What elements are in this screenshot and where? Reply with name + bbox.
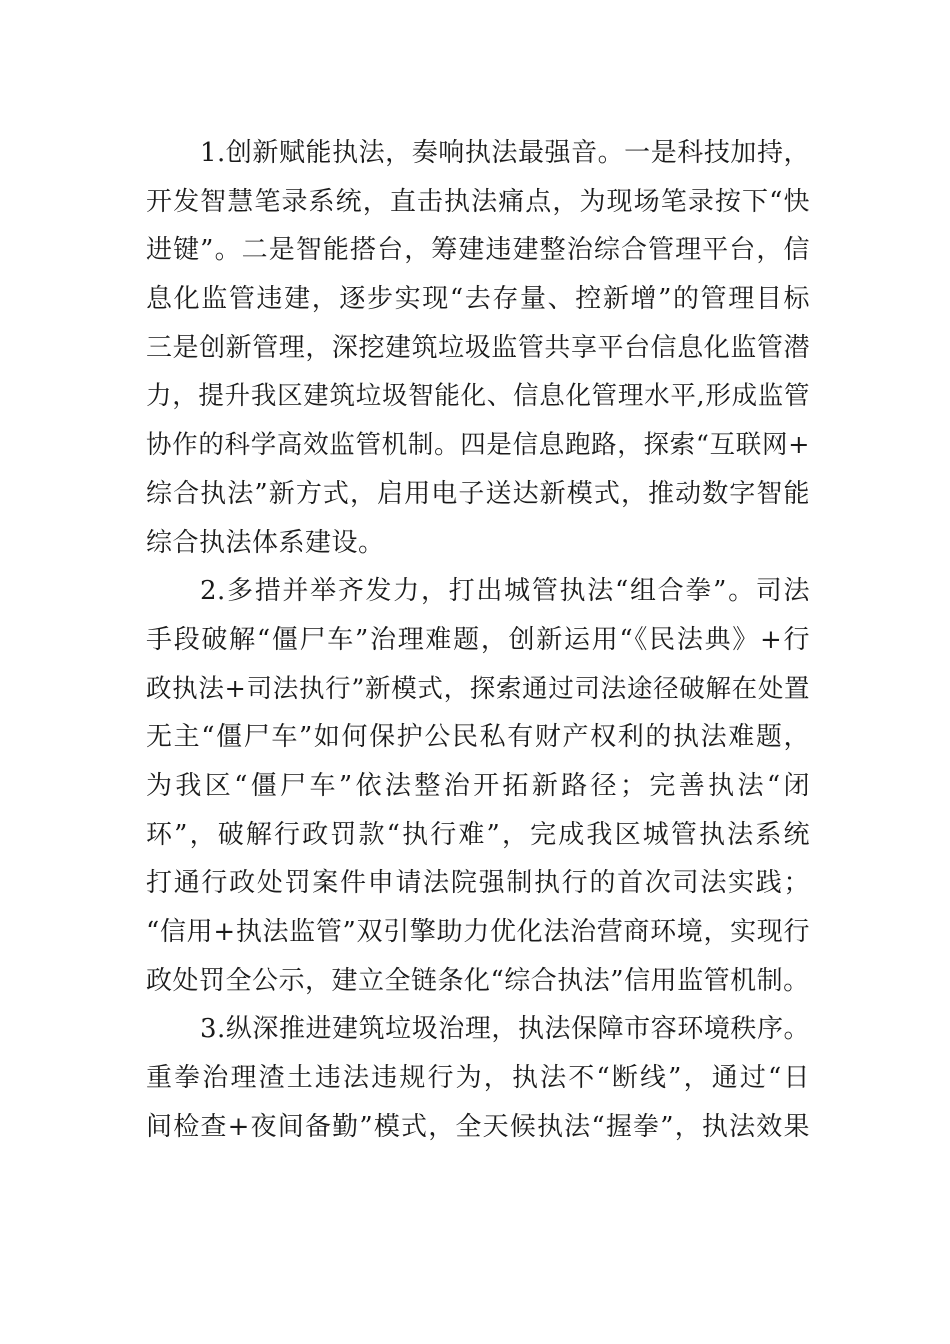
text-line: 三是创新管理，深挖建筑垃圾监管共享平台信息化监管潜 [146,332,810,363]
text-line: 开发智慧笔录系统，直击执法痛点，为现场笔录按下“快 [146,186,810,217]
text-line: 进键”。二是智能搭台，筹建违建整治综合管理平台，信 [146,235,810,266]
text-line: 间检查+夜间备勤”模式，全天候执法“握拳”，执法效果 [146,1111,810,1142]
text-line: 无主“僵尸车”如何保护公民私有财产权利的执法难题， [146,722,810,753]
text-line: 2.多措并举齐发力，打出城管执法“组合拳”。司法 [200,576,810,607]
text-line: 重拳治理渣土违法违规行为，执法不“断线”，通过“日 [146,1063,810,1094]
text-line: 环”，破解行政罚款“执行难”，完成我区城管执法系统 [146,819,810,850]
text-line: 协作的科学高效监管机制。四是信息跑路，探索“互联网+ [146,430,810,461]
paragraph-2 [146,567,810,1005]
text-line: 1.创新赋能执法，奏响执法最强音。一是科技加持， [200,138,810,168]
text-line: 打通行政处罚案件申请法院强制执行的首次司法实践； [146,868,810,899]
text-line: 力，提升我区建筑垃圾智能化、信息化管理水平,形成监管 [146,381,810,412]
text-line: 综合执法”新方式，启用电子送达新模式，推动数字智能 [146,478,810,509]
paragraph-1 [146,129,810,567]
text-line: “信用+执法监管”双引擎助力优化法治营商环境，实现行 [146,917,810,947]
text-line: 政处罚全公示，建立全链条化“综合执法”信用监管机制。 [146,965,810,996]
text-line: 为我区“僵尸车”依法整治开拓新路径；完善执法“闭 [146,770,810,801]
document-body [146,129,810,1151]
paragraph-3 [146,1005,810,1151]
text-line: 综合执法体系建设。 [146,527,385,558]
text-line: 手段破解“僵尸车”治理难题，创新运用“《民法典》+行 [146,624,810,655]
text-line: 3.纵深推进建筑垃圾治理，执法保障市容环境秩序。 [200,1014,810,1045]
text-line: 政执法+司法执行”新模式，探索通过司法途径破解在处置 [146,673,810,704]
text-line: 息化监管违建，逐步实现“去存量、控新增”的管理目标 [146,284,810,315]
